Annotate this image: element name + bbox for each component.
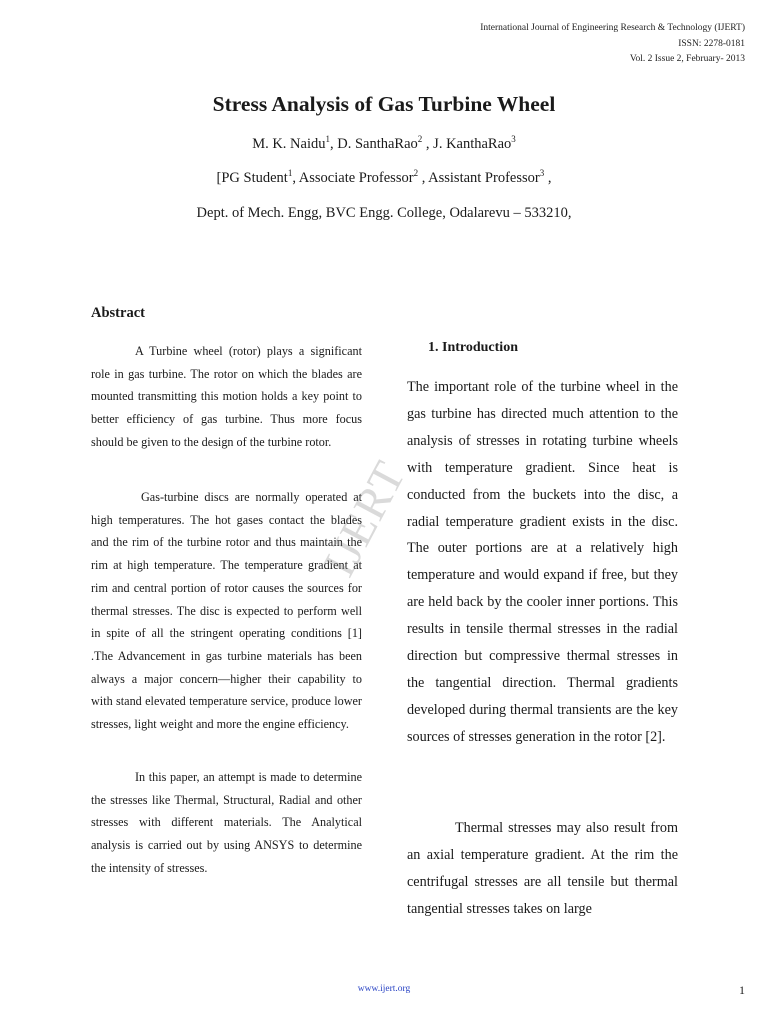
introduction-heading: 1. Introduction (428, 340, 518, 355)
author-name: M. K. Naidu (252, 136, 326, 152)
journal-name: International Journal of Engineering Research & Technology (IJERT) (480, 23, 745, 33)
role-tail: , (544, 170, 552, 186)
author-name: J. KanthaRao (433, 136, 512, 152)
author-roles (0, 170, 768, 187)
paragraph-text: A Turbine wheel (rotor) plays a significant role in gas turbine. The rotor on which the blades are mounted transmitting this motion holds a key point to better efficiency of gas turbine. Thus more focus should be given to the design of the turbine rotor. (91, 344, 362, 449)
role-separator: , (292, 170, 299, 186)
paper-title: Stress Analysis of Gas Turbine Wheel (212, 92, 556, 116)
abstract-paragraph (91, 766, 362, 880)
author-list (0, 136, 768, 153)
abstract-heading: Abstract (91, 305, 145, 321)
paragraph-text: In this paper, an attempt is made to determine the stresses like Thermal, Structural, Radial and other stresses with different materials. The Analytical analysis is carried out by using ANSYS to determine the intensity of stresses. (91, 770, 362, 875)
ijert-watermark: IJERT (312, 452, 416, 585)
role-name: Associate Professor (298, 170, 414, 186)
role-mark: 1 (287, 168, 293, 179)
issn: ISSN: 2278-0181 (678, 39, 745, 49)
footer-website-link[interactable]: www.ijert.org (357, 984, 411, 994)
author-name: D. SanthaRao (337, 136, 418, 152)
author-affiliation-mark: 3 (511, 134, 516, 145)
role-separator: , (418, 170, 429, 186)
role-name: [PG Student (216, 170, 288, 186)
introduction-paragraph (407, 815, 678, 923)
introduction-paragraph: The important role of the turbine wheel in the gas turbine has directed much attention to the analysis of stresses in rotating turbine wheels with temperature gradient. Since heat is conducted from the buckets into the disc, a radial temperature gradient exists in the disc. The outer portions are at a relatively high temperature and would expand if free, but they are held back by the cooler inner portions. This results in tensile thermal stresses in the radial direction but compressive thermal stresses in the tangential direction. Thermal gradients developed during thermal transients are the key sources of stresses generation in the rotor [2]. (407, 379, 678, 745)
paragraph-text: Thermal stresses may also result from an axial temperature gradient. At the rim the centrifugal stresses are all tensile but thermal tangential stresses takes on large (407, 820, 678, 917)
author-separator: , (330, 136, 338, 152)
abstract-paragraph (91, 340, 362, 454)
volume-issue: Vol. 2 Issue 2, February- 2013 (629, 54, 745, 64)
role-mark: 2 (413, 168, 419, 179)
page-number: 1 (739, 983, 745, 997)
paragraph-text: Gas-turbine discs are normally operated at high temperatures. The hot gases contact the blades and the rim of the turbine rotor and thus maintain the rim at high temperature. The temperature gradient at rim and central portion of rotor causes the sources for thermal stresses. The disc is expected to perform well in spite of all the stringent operating conditions [1] .The Advancement in gas turbine materials has been always a major concern—higher their capability to with stand elevated temperature service, produce lower stresses, light weight and more the engine efficiency. (91, 490, 362, 732)
abstract-paragraph (91, 486, 362, 736)
author-affiliation-mark: 1 (325, 134, 330, 145)
author-affiliation-mark: 2 (417, 134, 423, 145)
department-affiliation: Dept. of Mech. Engg, BVC Engg. College, Odalarevu – 533210, (196, 205, 572, 221)
role-name: Assistant Professor (428, 170, 540, 186)
author-separator: , (422, 136, 434, 152)
role-mark: 3 (539, 168, 545, 179)
